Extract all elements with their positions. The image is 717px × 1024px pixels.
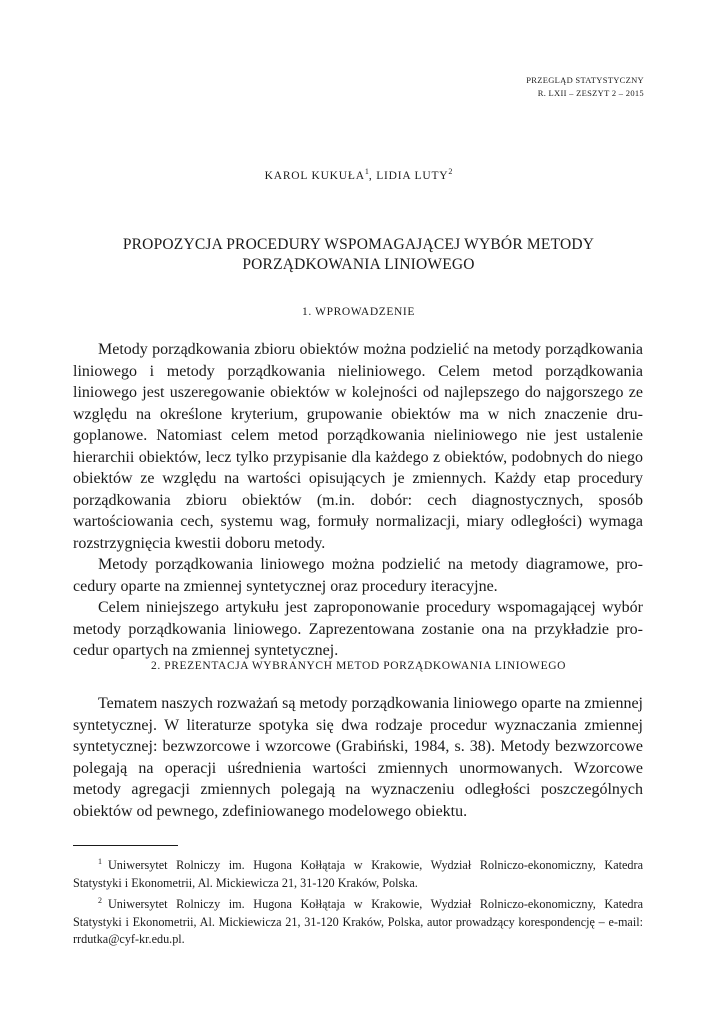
paragraph: Metody porządkowania zbioru obiektów można podzielić na metody porządkowania liniowego i metody porządkowania nieliniowego. Celem metod porządkowania liniowego jest uszeregowanie obiektów w kolejności od najlepszego do najgorszego ze względu na określone kryterium, grupowanie obiektów ma w nich znaczenie drugoplanowe. Natomiast celem metod porządkowania nieliniowego nie jest ustalenie hierarchii obiektów, lecz tylko przypisanie dla każdego z obiektów, podobnych do niego obiektów ze względu na wartości opisujących je zmiennych. Każdy etap procedury porządkowania zbioru obiektów (m.in. dobór: cech diagnostycznych, sposób wartościowania cech, systemu wag, formuły normalizacji, miary odległości) wymaga rozstrzygnięcia kwestii doboru metody. [73,341,643,552]
section-heading: 1. WPROWADZENIE [302,306,415,318]
footnote-text: Uniwersytet Rolniczy im. Hugona Kołłątaja w Krakowie, Wydział Rolniczo-ekonomiczny, Katedra Statystyki i Ekonometrii, Al. Mickiewicza 21, 31-120 Kraków, Polska, autor prowadzący korespondencję – e-mail: rrdutka@cyf-kr.edu.pl. [73,897,643,947]
journal-name: PRZEGLĄD STATYSTYCZNY [526,75,644,85]
footnote-rule [73,845,178,846]
section-body [73,693,643,822]
footnote [73,853,643,892]
section-heading: 2. PREZENTACJA WYBRANYCH METOD PORZĄDKOWANIA LINIOWEGO [150,660,567,672]
footnote [73,892,643,949]
paper-title [0,235,717,275]
author-line [0,167,717,182]
journal-header [526,74,644,100]
author-separator: , [368,169,377,182]
paragraph: Celem niniejszego artykułu jest zaproponowanie procedury wspomagającej wybór metody porządkowania liniowego. Zaprezentowana zostanie ona na przykładzie procedur opartych na zmiennej syntetycznej. [73,599,643,659]
paragraph: Metody porządkowania liniowego można podzielić na metody diagramowe, procedury oparte na zmiennej syntetycznej oraz procedury iteracyjne. [73,556,643,595]
author-name: LIDIA LUTY [376,169,449,182]
footnote-ref[interactable]: 1 [364,167,369,176]
title-line: PORZĄDKOWANIA LINIOWEGO [242,256,475,273]
footnote-text: Uniwersytet Rolniczy im. Hugona Kołłątaja w Krakowie, Wydział Rolniczo-ekonomiczny, Katedra Statystyki i Ekonometrii, Al. Mickiewicza 21, 31-120 Kraków, Polska. [73,858,643,890]
footnote-mark: 2 [98,896,102,906]
section-body [73,339,643,662]
paragraph: Tematem naszych rozważań są metody porządkowania liniowego oparte na zmiennej syntetycznej. W literaturze spotyka się dwa rodzaje procedur wyznaczania zmiennej syntetycznej: bezwzorcowe i wzorcowe (Grabiński, 1984, s. 38). Metody bezwzorcowe polegają na operacji uśrednienia wartości zmiennych unormowanych. Wzorcowe metody agregacji zmiennych polegają na wyznaczeniu odległości poszczególnych obiektów od pewnego, zdefiniowanego modelowego obiektu. [73,695,643,820]
journal-issue: R. LXII – ZESZYT 2 – 2015 [537,88,644,98]
title-line: PROPOZYCJA PROCEDURY WSPOMAGAJĄCEJ WYBÓR METODY [122,236,595,253]
footnote-mark: 1 [98,857,102,866]
footnotes [73,853,643,949]
footnote-ref[interactable]: 2 [448,167,453,176]
author-name: KAROL KUKUŁA [264,169,365,182]
